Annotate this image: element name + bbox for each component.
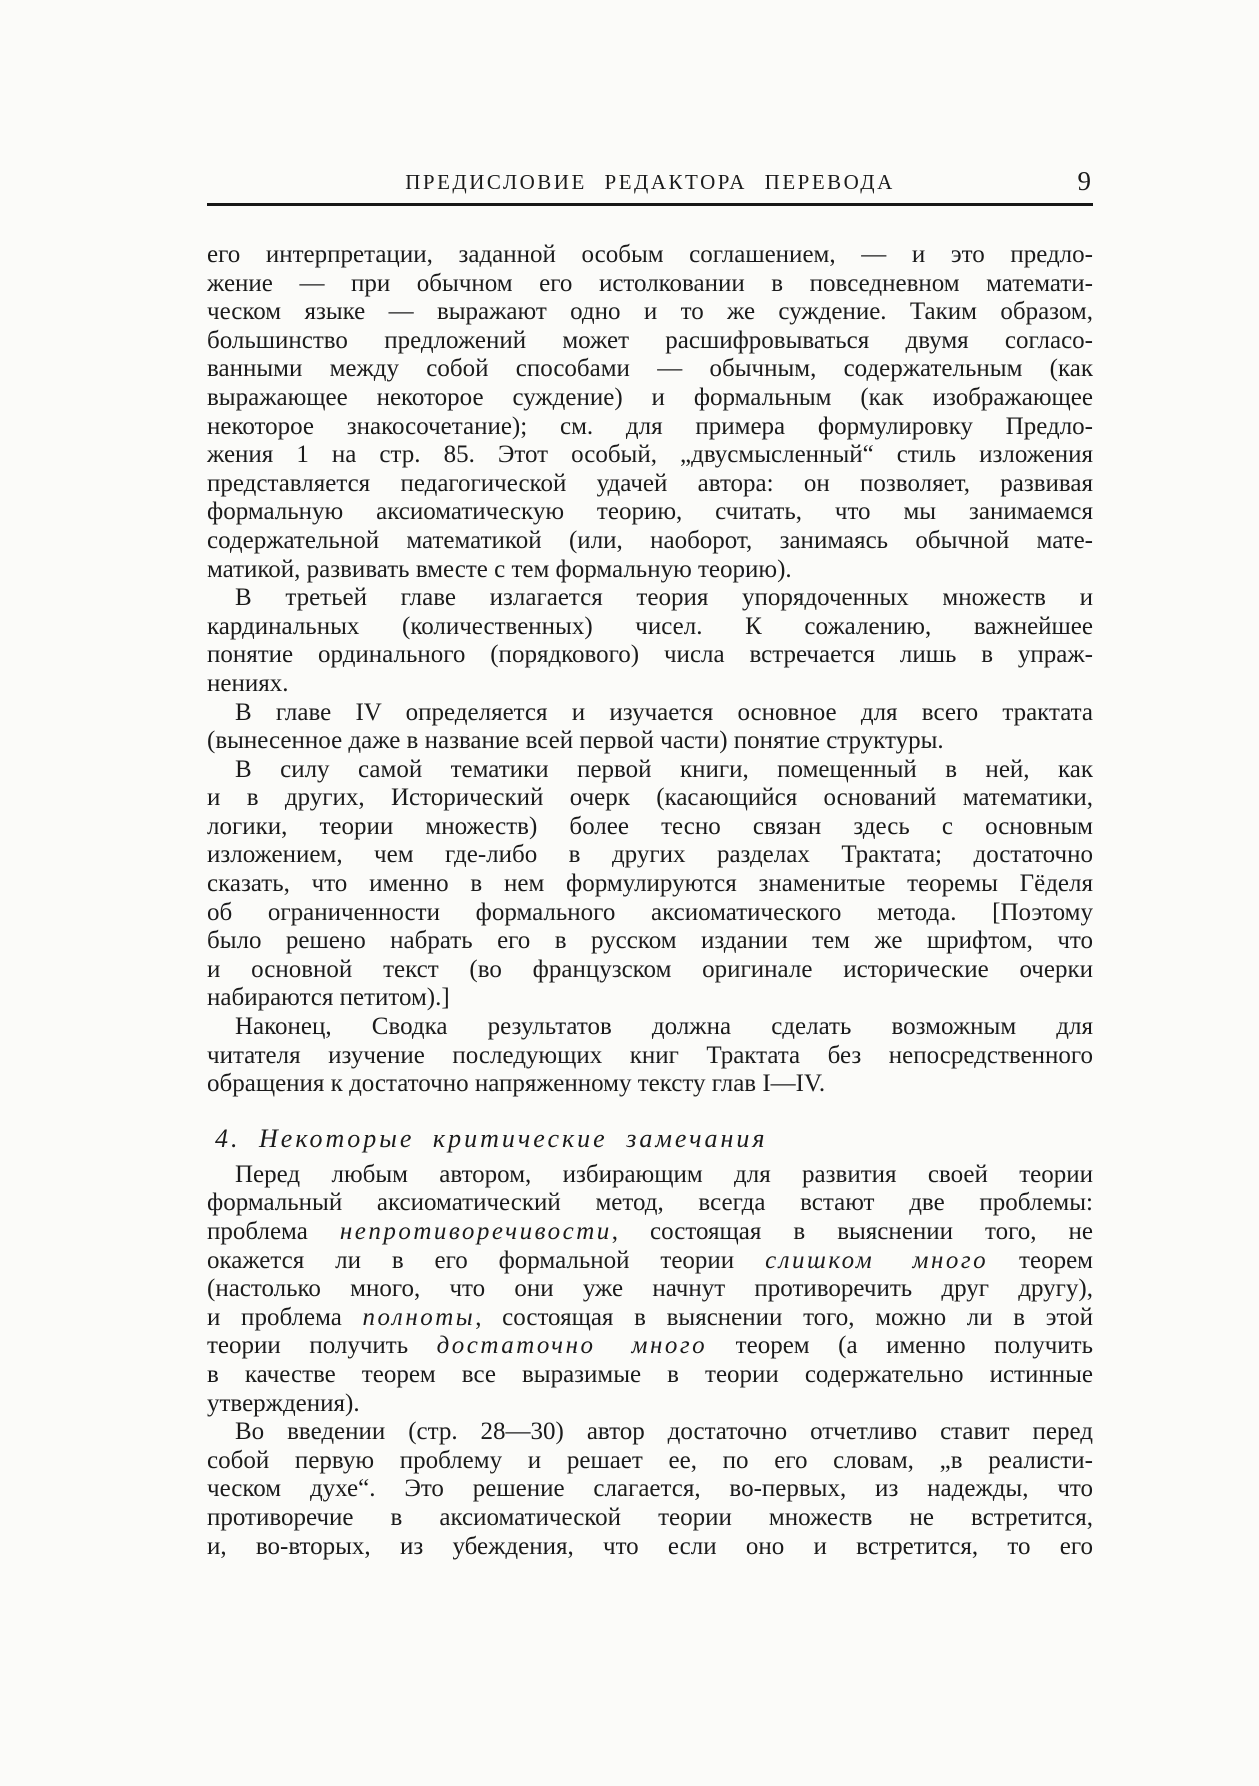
running-title: ПРЕДИСЛОВИЕ РЕДАКТОРА ПЕРЕВОДА bbox=[405, 170, 895, 194]
page-number: 9 bbox=[1077, 166, 1091, 196]
paragraph bbox=[207, 1161, 1093, 1418]
text-line: жения 1 на стр. 85. Этот особый, „двусмысленный“ стиль изложения bbox=[207, 441, 1093, 469]
text-line: набираются петитом).] bbox=[207, 984, 450, 1012]
text-line: противоречие в аксиоматической теории множеств не встретится, bbox=[207, 1503, 1093, 1531]
paragraph bbox=[207, 1013, 1093, 1099]
text-line: жение — при обычном его истолковании в повседневном математи- bbox=[207, 269, 1093, 297]
text-line: утверждения). bbox=[207, 1389, 360, 1417]
text-line: В силу самой тематики первой книги, помещенный в ней, как bbox=[235, 755, 1093, 783]
text-line: проблема непротиворечивости, состоящая в выяснении того, не bbox=[207, 1218, 1094, 1245]
text-line: и основной текст (во французском оригинале исторические очерки bbox=[207, 955, 1093, 983]
text-line: формальный аксиоматический метод, всегда встают две проблемы: bbox=[207, 1189, 1093, 1217]
text-line: ванными между собой способами — обычным, содержательным (как bbox=[207, 355, 1093, 383]
text-line: (вынесенное даже в название всей первой части) понятие структуры. bbox=[207, 727, 944, 755]
text-line: формальную аксиоматическую теорию, считать, что мы занимаемся bbox=[207, 498, 1093, 526]
text-line: В главе IV определяется и изучается основное для всего трактата bbox=[235, 698, 1093, 726]
emphasis: слишком много bbox=[765, 1246, 989, 1274]
text-line: его интерпретации, заданной особым соглашением, — и это предло- bbox=[207, 241, 1093, 268]
text-line: сказать, что именно в нем формулируются знаменитые теоремы Гёделя bbox=[207, 870, 1093, 898]
paragraph bbox=[207, 241, 1093, 584]
text-line: Наконец, Сводка результатов должна сделать возможным для bbox=[235, 1013, 1093, 1041]
body-text bbox=[207, 241, 1093, 1561]
text-line: в качестве теорем все выразимые в теории содержательно истинные bbox=[207, 1360, 1093, 1388]
text-line: представляется педагогической удачей автора: он позволяет, развивая bbox=[207, 469, 1093, 497]
emphasis: полноты bbox=[362, 1303, 476, 1331]
text-line: об ограниченности формального аксиоматического метода. [Поэтому bbox=[207, 898, 1093, 926]
paragraph bbox=[207, 1418, 1093, 1561]
text-line: и, во-вторых, из убеждения, что если оно и встретится, то его bbox=[207, 1532, 1093, 1560]
emphasis: достаточно много bbox=[436, 1332, 708, 1360]
text-line: понятие ординального (порядкового) числа встречается лишь в упраж- bbox=[207, 641, 1093, 669]
text-line: логики, теории множеств) более тесно связан здесь с основным bbox=[207, 812, 1093, 840]
text-line: собой первую проблему и решает ее, по его словам, „в реалисти- bbox=[207, 1446, 1093, 1474]
paragraph bbox=[207, 699, 1093, 756]
text-line: некоторое знакосочетание); см. для примера формулировку Предло- bbox=[207, 412, 1093, 440]
text-line: содержательной математикой (или, наоборот, занимаясь обычной мате- bbox=[207, 526, 1093, 554]
page-header bbox=[207, 166, 1093, 196]
text-line: ческом языке — выражают одно и то же суждение. Таким образом, bbox=[207, 298, 1093, 326]
paragraph bbox=[207, 756, 1093, 1013]
text-line: Перед любым автором, избирающим для развития своей теории bbox=[235, 1160, 1093, 1188]
text-line: матикой, развивать вместе с тем формальную теорию). bbox=[207, 555, 792, 583]
emphasis: непротиворечивости bbox=[339, 1218, 612, 1245]
text-line: изложением, чем где-либо в других разделах Трактата; достаточно bbox=[207, 841, 1093, 869]
text-line: и проблема полноты, состоящая в выяснении того, можно ли в этой bbox=[207, 1303, 1093, 1331]
text-line: теории получить достаточно много теорем (а именно получить bbox=[207, 1332, 1093, 1360]
text-line: Во введении (стр. 28—30) автор достаточно отчетливо ставит перед bbox=[235, 1418, 1093, 1446]
header-rule bbox=[207, 203, 1093, 206]
text-line: и в других, Исторический очерк (касающийся оснований математики, bbox=[207, 784, 1093, 812]
text-line: было решено набрать его в русском издании тем же шрифтом, что bbox=[207, 927, 1093, 955]
text-line: нениях. bbox=[207, 669, 289, 697]
section-heading: 4. Некоторые критические замечания bbox=[215, 1123, 768, 1153]
text-line: окажется ли в его формальной теории слишком много теорем bbox=[207, 1246, 1093, 1274]
text-line: кардинальных (количественных) чисел. К сожалению, важнейшее bbox=[207, 612, 1093, 640]
paragraph bbox=[207, 584, 1093, 698]
text-line: обращения к достаточно напряженному тексту глав I—IV. bbox=[207, 1070, 826, 1098]
text-line: ческом духе“. Это решение слагается, во-первых, из надежды, что bbox=[207, 1475, 1093, 1503]
text-line: (настолько много, что они уже начнут противоречить друг другу), bbox=[207, 1275, 1093, 1303]
text-line: В третьей главе излагается теория упорядоченных множеств и bbox=[235, 584, 1093, 612]
text-line: большинство предложений может расшифровываться двумя согласо- bbox=[207, 326, 1093, 354]
text-line: выражающее некоторое суждение) и формальным (как изображающее bbox=[207, 383, 1093, 411]
text-line: читателя изучение последующих книг Трактата без непосредственного bbox=[207, 1041, 1093, 1069]
